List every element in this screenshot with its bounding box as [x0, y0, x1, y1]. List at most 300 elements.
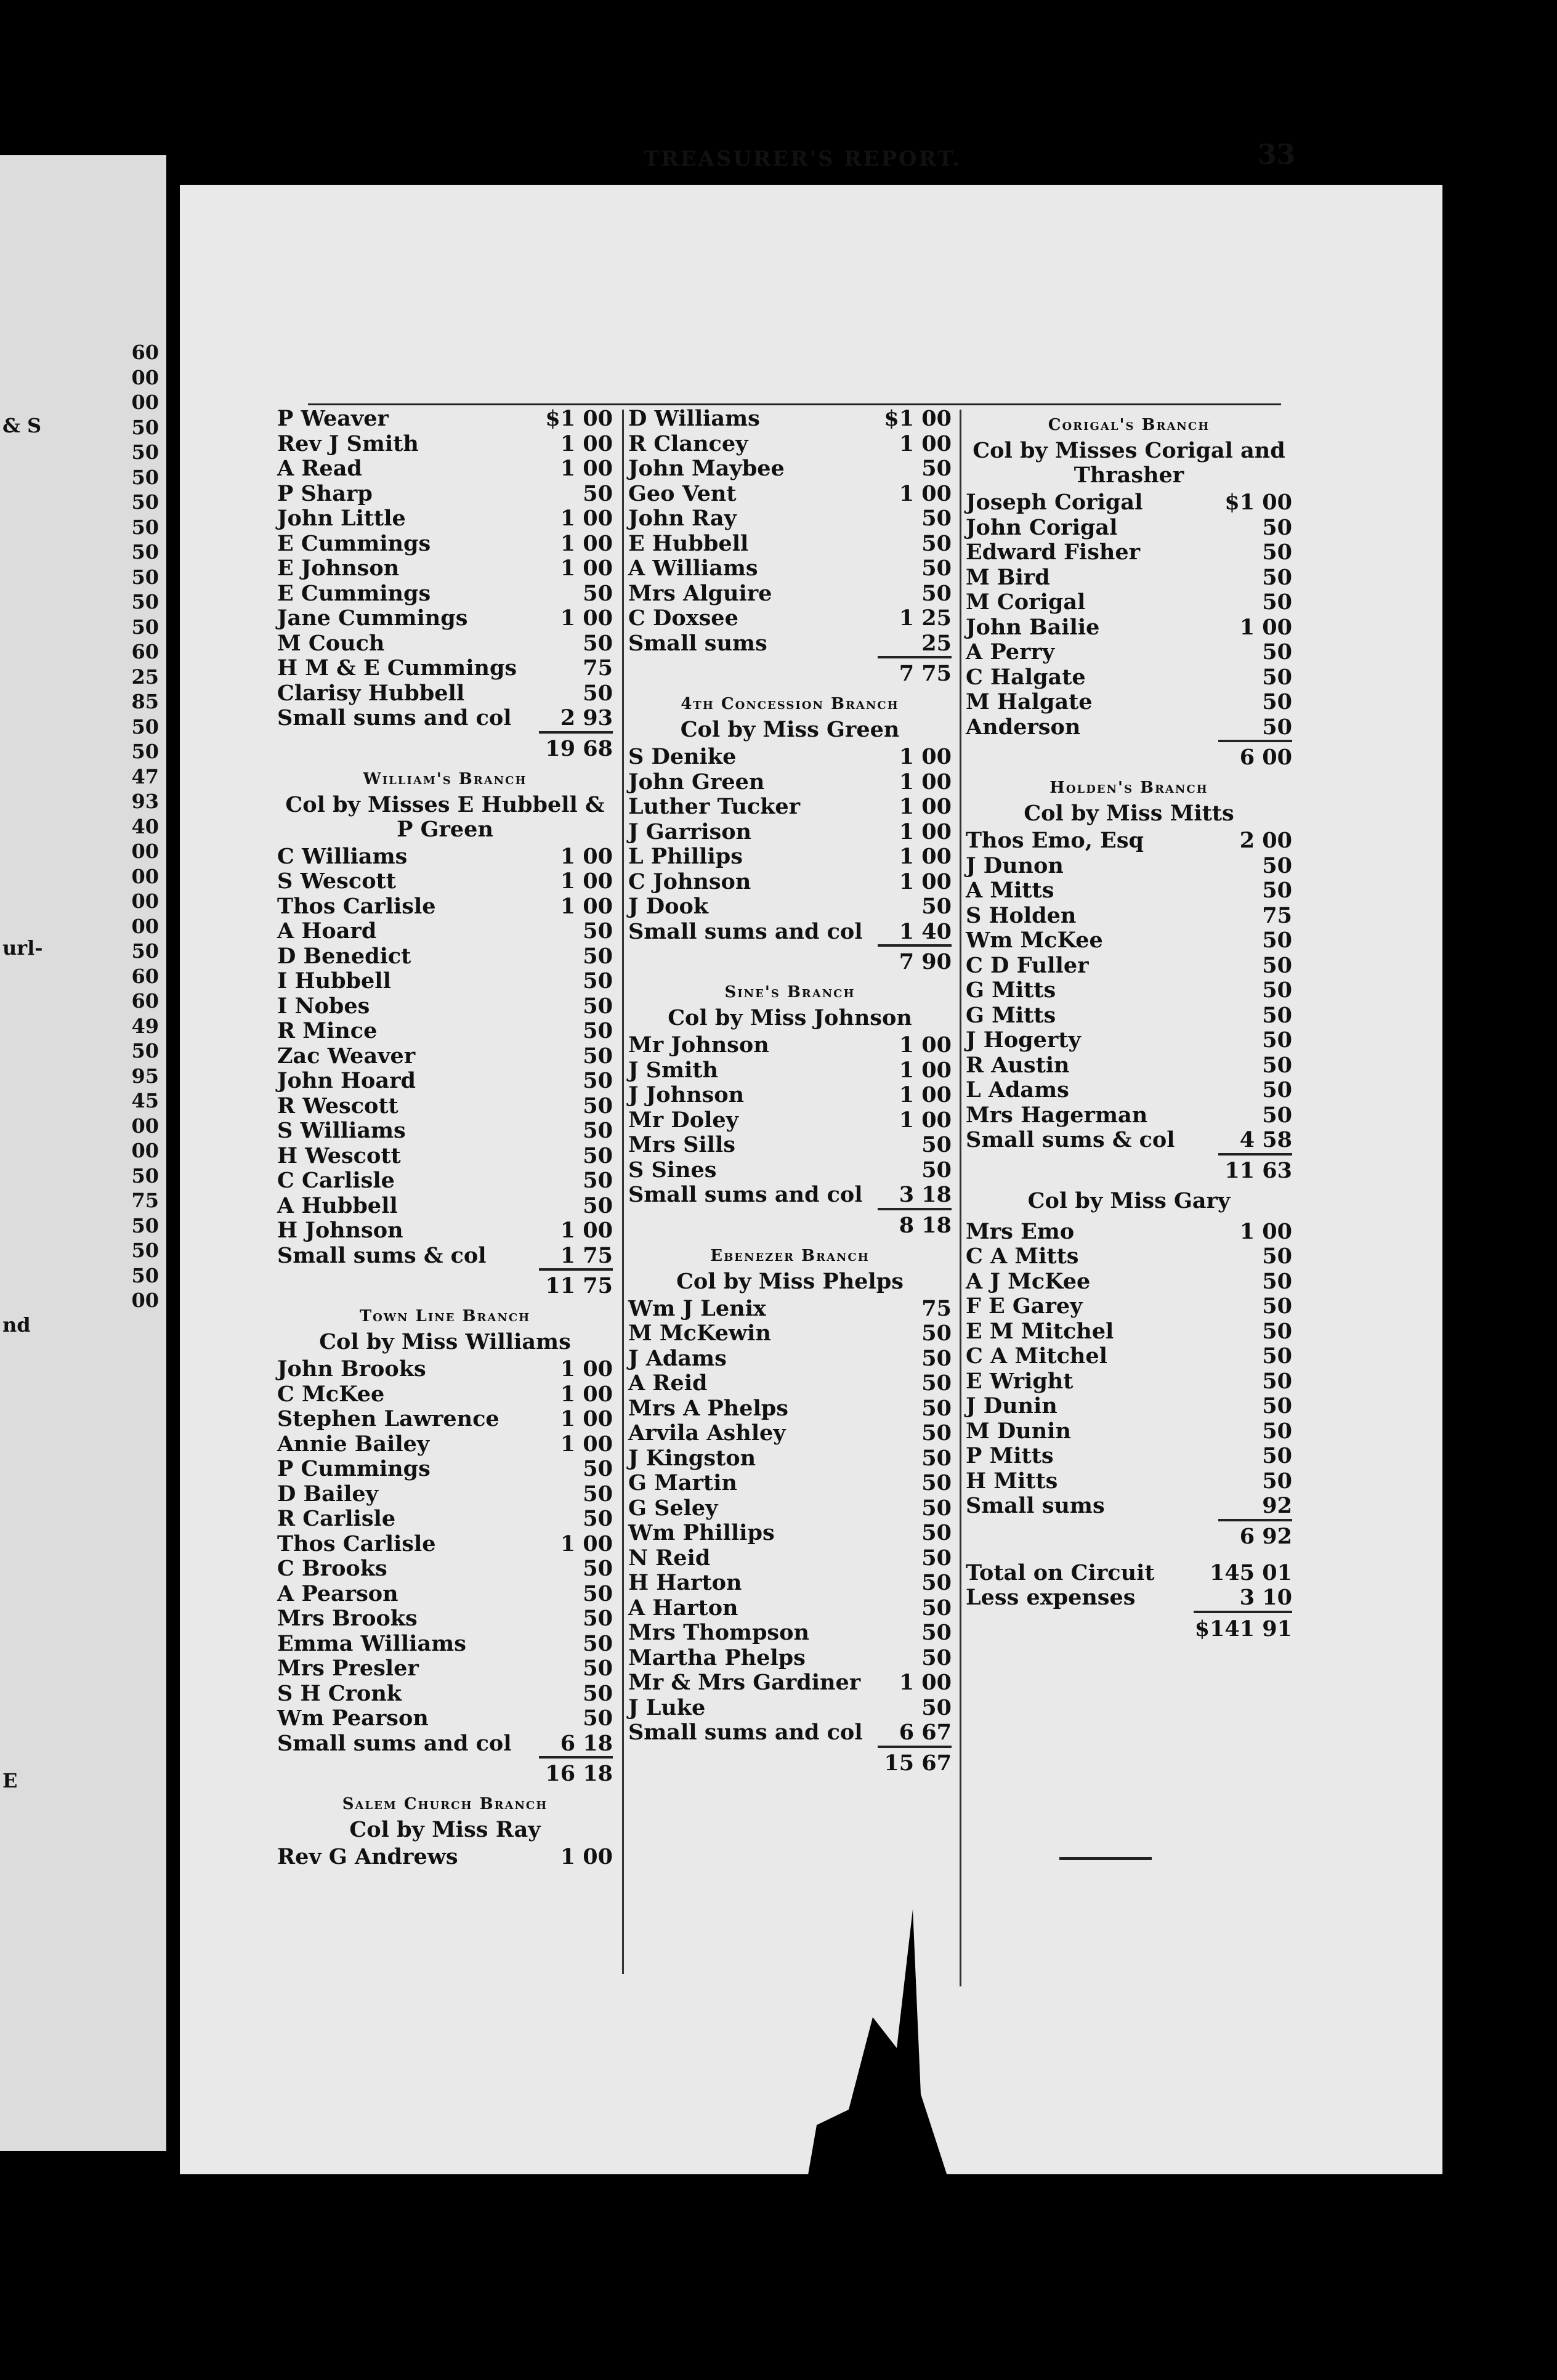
contribution-amount: 50: [921, 1132, 952, 1157]
ledger-row: [966, 1294, 1292, 1319]
contribution-amount: 50: [1262, 1268, 1292, 1294]
left-amount: 00: [131, 1139, 159, 1162]
ledger-row: [277, 1094, 613, 1119]
contribution-amount: 50: [921, 530, 952, 556]
ledger-row: [628, 1083, 952, 1108]
contributor-name: C A Mitts: [966, 1244, 1079, 1269]
contribution-amount: 1 00: [899, 794, 952, 819]
collector-line: Col by Miss Mitts: [1024, 801, 1234, 826]
ledger-row: [966, 565, 1292, 591]
ledger-row: [628, 1108, 952, 1133]
ledger-row: [277, 1382, 613, 1407]
contribution-amount: 1 00: [560, 1431, 613, 1457]
contribution-amount: 1 00: [560, 1356, 613, 1382]
ledger-row: [966, 854, 1292, 879]
contributor-name: Small sums and col: [277, 705, 512, 731]
contribution-amount: 50: [921, 1470, 952, 1496]
ledger-row: [966, 1561, 1292, 1586]
ledger-row: [628, 606, 952, 631]
left-fragment-text: E: [2, 1769, 18, 1792]
contributor-name: F E Garey: [966, 1293, 1083, 1319]
ledger-row: [628, 556, 952, 581]
ledger-row: [966, 1028, 1292, 1053]
contributor-name: G Seley: [628, 1495, 718, 1521]
contributor-name: G Martin: [628, 1470, 737, 1496]
ledger-row: [277, 1632, 613, 1657]
contributor-name: Annie Bailey: [277, 1431, 430, 1457]
subtotal: 11 75: [539, 1268, 613, 1298]
contribution-amount: 50: [1262, 564, 1292, 590]
contribution-amount: 50: [583, 918, 613, 944]
collector-line: Col by Misses Corigal and Thrasher: [973, 438, 1285, 488]
contributor-name: Thos Carlisle: [277, 893, 436, 919]
contributor-name: Small sums and col: [628, 1182, 863, 1207]
ledger-row: [628, 1571, 952, 1596]
left-amount: 50: [131, 740, 159, 763]
contribution-amount: 50: [921, 580, 952, 606]
ledger-row: [628, 1696, 952, 1721]
contributor-name: Mrs Presler: [277, 1656, 419, 1681]
contributor-name: D Bailey: [277, 1481, 378, 1507]
contributor-name: A Williams: [628, 556, 758, 581]
ledger-row: [628, 1297, 952, 1322]
ledger-row: [966, 1053, 1292, 1079]
contributor-name: L Adams: [966, 1077, 1069, 1103]
contributor-name: Martha Phelps: [628, 1645, 806, 1670]
ledger-row: [277, 1432, 613, 1457]
contributor-name: John Brooks: [277, 1356, 426, 1382]
left-amount: 85: [131, 690, 159, 713]
contribution-amount: 1 00: [899, 1082, 952, 1107]
contributor-name: S Williams: [277, 1118, 406, 1143]
ledger-row: [966, 540, 1292, 565]
ledger-row: [966, 1494, 1292, 1519]
contribution-amount: 50: [1262, 1052, 1292, 1078]
contributor-name: John Green: [628, 769, 765, 795]
contributor-name: C Halgate: [966, 664, 1086, 690]
contributor-name: P Weaver: [277, 406, 389, 431]
left-amount: 50: [131, 565, 159, 589]
ledger-row: [628, 1621, 952, 1646]
left-amount: 00: [131, 914, 159, 938]
ledger-row: [277, 1507, 613, 1532]
contribution-amount: 1 00: [560, 868, 613, 894]
ledger-row: [628, 1158, 952, 1183]
contributor-name: Mr Doley: [628, 1107, 738, 1133]
contributor-name: Joseph Corigal: [966, 490, 1143, 515]
contributor-name: Luther Tucker: [628, 794, 801, 819]
contribution-amount: 50: [1262, 977, 1292, 1003]
contributor-name: John Corigal: [966, 514, 1118, 540]
contribution-amount: 50: [1262, 589, 1292, 615]
page-header: TREASURER'S REPORT.: [644, 147, 962, 171]
ledger-row: [277, 506, 613, 532]
contributor-name: E Cummings: [277, 530, 431, 556]
contributor-name: J Adams: [628, 1345, 727, 1371]
contributor-name: Small sums: [628, 630, 767, 656]
contributor-name: H M & E Cummings: [277, 655, 517, 681]
left-amount: 50: [131, 590, 159, 613]
contribution-amount: 50: [583, 1118, 613, 1143]
contribution-amount: 50: [583, 1656, 613, 1681]
contributor-name: R Clancey: [628, 431, 748, 456]
contribution-amount: 50: [921, 1370, 952, 1396]
contributor-name: A Pearson: [277, 1581, 398, 1606]
ledger-row: [628, 1133, 952, 1158]
column-divider: [622, 410, 624, 1974]
contribution-amount: 50: [583, 1068, 613, 1093]
contribution-amount: 1 00: [899, 744, 952, 769]
contributor-name: E Cummings: [277, 580, 431, 606]
left-amount: 50: [131, 714, 159, 739]
ledger-row: [628, 1033, 952, 1058]
left-amount: 00: [131, 1289, 159, 1312]
ledger-row: [277, 456, 613, 482]
ledger-row: [277, 1706, 613, 1731]
ledger-row: [628, 482, 952, 507]
ledger-row: [277, 1845, 613, 1870]
ledger-row: [628, 1058, 952, 1083]
contribution-amount: 50: [921, 1694, 952, 1720]
ledger-row: [966, 1319, 1292, 1345]
ledger-row: [277, 1582, 613, 1607]
collector-line: Col by Misses E Hubbell & P Green: [285, 791, 605, 842]
contributor-name: Small sums & col: [277, 1242, 487, 1268]
contribution-amount: 1 00: [560, 1406, 613, 1431]
contributor-name: M McKewin: [628, 1321, 771, 1346]
left-amount: 00: [131, 1114, 159, 1138]
contribution-amount: 50: [583, 968, 613, 994]
contributor-name: Mrs Alguire: [628, 580, 772, 606]
ledger-row: [966, 1444, 1292, 1469]
ledger-row: [628, 1371, 952, 1396]
contributor-name: J Kingston: [628, 1445, 756, 1471]
contribution-amount: 50: [921, 506, 952, 531]
left-amount: 50: [131, 490, 159, 514]
contributor-name: Wm McKee: [966, 928, 1103, 953]
collector-line: Col by Miss Williams: [319, 1329, 571, 1354]
contribution-amount: 1 00: [560, 1381, 613, 1407]
ledger-row: [277, 1457, 613, 1482]
contributor-name: H Wescott: [277, 1143, 401, 1168]
contributor-name: Small sums & col: [966, 1127, 1175, 1152]
contribution-amount: $1 00: [884, 406, 952, 431]
contributor-name: John Ray: [628, 506, 737, 531]
contributor-name: J Dook: [628, 894, 709, 919]
contributor-name: H Johnson: [277, 1218, 403, 1243]
contribution-amount: 145 01: [1210, 1560, 1292, 1585]
contribution-amount: 50: [583, 1168, 613, 1193]
contributor-name: J Dunon: [966, 852, 1064, 878]
contribution-amount: 2 93: [560, 705, 613, 731]
contributor-name: A Hoard: [277, 918, 377, 944]
contribution-amount: 50: [1262, 928, 1292, 953]
branch-heading: Salem Church Branch: [342, 1795, 548, 1813]
contributor-name: A Read: [277, 456, 362, 481]
ledger-row: [277, 556, 613, 581]
subtotal: 6 92: [1218, 1519, 1292, 1548]
contribution-amount: $1 00: [545, 406, 613, 431]
ledger-row: [628, 631, 952, 657]
left-amount: 50: [131, 615, 159, 639]
contributor-name: A Mitts: [966, 878, 1054, 903]
ledger-row: [628, 770, 952, 795]
ledger-row: [628, 1720, 952, 1746]
contribution-amount: 50: [583, 943, 613, 969]
ledger-row: [277, 532, 613, 557]
contribution-amount: 50: [583, 1481, 613, 1507]
left-amount: 00: [131, 365, 159, 389]
contributor-name: G Mitts: [966, 977, 1056, 1003]
contribution-amount: 75: [921, 1295, 952, 1321]
contributor-name: R Wescott: [277, 1093, 398, 1119]
contributor-name: H Mitts: [966, 1468, 1058, 1494]
ledger-row: [966, 1394, 1292, 1419]
contribution-amount: 1 00: [899, 1032, 952, 1058]
ledger-row: [277, 969, 613, 994]
ledger-row: [966, 1269, 1292, 1295]
contribution-amount: 50: [921, 1645, 952, 1670]
contribution-amount: 50: [1262, 664, 1292, 690]
contribution-amount: 1 00: [560, 530, 613, 556]
ledger-row: [277, 1218, 613, 1244]
contribution-amount: 50: [1262, 1418, 1292, 1444]
contributor-name: Thos Carlisle: [277, 1531, 436, 1556]
contribution-amount: 50: [583, 1506, 613, 1531]
ledger-row: [277, 1407, 613, 1432]
contribution-amount: 1 00: [899, 1057, 952, 1083]
left-amount: 00: [131, 840, 159, 863]
contributor-name: John Bailie: [966, 614, 1100, 640]
ledger-row: [277, 1144, 613, 1169]
ledger-row: [628, 894, 952, 920]
contributor-name: Stephen Lawrence: [277, 1406, 499, 1431]
contribution-amount: 50: [1262, 1293, 1292, 1319]
contributor-name: John Hoard: [277, 1068, 416, 1093]
contribution-amount: 50: [583, 1706, 613, 1731]
contribution-amount: 1 00: [899, 844, 952, 869]
ledger-row: [277, 1119, 613, 1144]
collector-line: Col by Miss Gary: [1027, 1188, 1231, 1213]
contribution-amount: 1 00: [899, 819, 952, 844]
contributor-name: C Williams: [277, 843, 408, 869]
contributor-name: John Maybee: [628, 456, 785, 481]
contribution-amount: 50: [921, 1595, 952, 1621]
contribution-amount: 6 18: [560, 1730, 613, 1756]
contributor-name: Mr & Mrs Gardiner: [628, 1670, 861, 1695]
ledger-row: [628, 1446, 952, 1471]
ledger-row: [277, 631, 613, 657]
branch-heading: Corigal's Branch: [1048, 416, 1210, 434]
ledger-row: [277, 1244, 613, 1269]
contribution-amount: 50: [583, 1043, 613, 1069]
contributor-name: Wm J Lenix: [628, 1295, 766, 1321]
left-amount: 50: [131, 1213, 159, 1237]
ledger-row: [277, 1194, 613, 1219]
left-amount: 00: [131, 391, 159, 414]
collector-line: Col by Miss Johnson: [668, 1005, 912, 1030]
contributor-name: A Harton: [628, 1595, 738, 1621]
ledger-row: [966, 1078, 1292, 1103]
contribution-amount: 50: [583, 1456, 613, 1481]
contribution-amount: 50: [921, 1445, 952, 1471]
contribution-amount: 1 25: [899, 605, 952, 631]
contributor-name: S Wescott: [277, 868, 396, 894]
contribution-amount: 1 00: [899, 868, 952, 894]
ledger-row: [628, 1521, 952, 1546]
contributor-name: Mrs Hagerman: [966, 1102, 1148, 1128]
contribution-amount: 25: [921, 630, 952, 656]
contribution-amount: 50: [1262, 1077, 1292, 1103]
contributor-name: Less expenses: [966, 1585, 1136, 1610]
ledger-row: [628, 1321, 952, 1346]
left-fragment-text: url-: [2, 936, 43, 960]
left-amount: 60: [131, 640, 159, 663]
contributor-name: A Perry: [966, 639, 1055, 665]
contribution-amount: 50: [921, 1420, 952, 1446]
contributor-name: L Phillips: [628, 844, 743, 869]
contribution-amount: 50: [921, 1520, 952, 1545]
contributor-name: J Garrison: [628, 819, 751, 844]
ledger-row: [966, 953, 1292, 979]
ledger-row: [277, 919, 613, 944]
contributor-name: Wm Phillips: [628, 1520, 775, 1545]
ledger-row: [628, 1421, 952, 1446]
ledger-row: [966, 715, 1292, 740]
subtotal: 11 63: [1218, 1153, 1292, 1183]
contribution-amount: 50: [583, 1630, 613, 1656]
contributor-name: Clarisy Hubbell: [277, 680, 465, 706]
contribution-amount: 50: [583, 1093, 613, 1119]
contribution-amount: 50: [583, 480, 613, 506]
contributor-name: Emma Williams: [277, 1630, 466, 1656]
ledger-row: [966, 590, 1292, 615]
contributor-name: Edward Fisher: [966, 540, 1141, 565]
page-number: 33: [1258, 139, 1296, 171]
left-amount: 50: [131, 465, 159, 489]
contribution-amount: 50: [921, 1545, 952, 1571]
branch-heading: Town Line Branch: [359, 1307, 531, 1326]
contributor-name: C A Mitchel: [966, 1343, 1107, 1369]
ledger-row: [277, 482, 613, 507]
contributor-name: Small sums and col: [277, 1730, 512, 1756]
contributor-name: A Hubbell: [277, 1192, 398, 1218]
contributor-name: A J McKee: [966, 1268, 1091, 1294]
contributor-name: Mr Johnson: [628, 1032, 769, 1058]
contributor-name: Mrs A Phelps: [628, 1395, 788, 1421]
column-2: [628, 407, 952, 1775]
contributor-name: E M Mitchel: [966, 1318, 1114, 1344]
contributor-name: S H Cronk: [277, 1680, 402, 1706]
ledger-row: [628, 920, 952, 945]
ledger-row: [966, 1419, 1292, 1444]
contribution-amount: 50: [921, 1321, 952, 1346]
ledger-row: [277, 994, 613, 1019]
contributor-name: Small sums and col: [628, 918, 863, 944]
branch-heading: Ebenezer Branch: [710, 1246, 870, 1265]
contributor-name: R Carlisle: [277, 1506, 396, 1531]
ledger-row: [966, 665, 1292, 690]
contributor-name: P Sharp: [277, 480, 373, 506]
column-3: [966, 407, 1292, 1643]
contribution-amount: 1 00: [560, 1531, 613, 1556]
ledger-row: [628, 1183, 952, 1208]
left-page-amounts: [116, 340, 159, 1313]
contribution-amount: 50: [1262, 1468, 1292, 1494]
contribution-amount: 50: [1262, 952, 1292, 978]
grand-total: $141 91: [1194, 1616, 1292, 1641]
left-amount: 47: [131, 764, 159, 788]
contributor-name: C Carlisle: [277, 1168, 395, 1193]
ledger-row: [628, 1346, 952, 1372]
contribution-amount: 50: [1262, 852, 1292, 878]
ledger-row: [277, 1556, 613, 1582]
ledger-row: [628, 581, 952, 607]
contributor-name: S Holden: [966, 902, 1077, 928]
left-amount: 93: [131, 790, 159, 813]
contribution-amount: 50: [583, 993, 613, 1019]
contributor-name: P Mitts: [966, 1443, 1054, 1468]
left-amount: 00: [131, 889, 159, 913]
contributor-name: J Hogerty: [966, 1027, 1081, 1053]
contribution-amount: 1 00: [560, 1218, 613, 1243]
contribution-amount: 1 00: [899, 480, 952, 506]
contribution-amount: 50: [583, 630, 613, 656]
contributor-name: M Corigal: [966, 589, 1086, 615]
contributor-name: C McKee: [277, 1381, 385, 1407]
ledger-row: [628, 407, 952, 432]
contribution-amount: 3 10: [1239, 1585, 1292, 1610]
contributor-name: Mrs Thompson: [628, 1620, 809, 1645]
contributor-name: E Hubbell: [628, 530, 749, 556]
contribution-amount: 50: [1262, 1343, 1292, 1369]
left-fragment-text: nd: [2, 1313, 31, 1337]
contribution-amount: 50: [583, 1680, 613, 1706]
contribution-amount: 50: [921, 1345, 952, 1371]
ledger-row: [628, 1471, 952, 1496]
ledger-row: [277, 432, 613, 457]
ledger-row: [966, 490, 1292, 516]
contributor-name: Mrs Sills: [628, 1132, 735, 1157]
ledger-row: [966, 878, 1292, 904]
contribution-amount: 50: [1262, 689, 1292, 714]
contribution-amount: 1 00: [560, 431, 613, 456]
ledger-row: [628, 870, 952, 895]
left-amount: 50: [131, 540, 159, 564]
left-amount: 49: [131, 1014, 159, 1038]
ledger-row: [277, 1357, 613, 1382]
ledger-row: [966, 640, 1292, 665]
contribution-amount: 50: [1262, 878, 1292, 903]
left-amount: 75: [131, 1189, 159, 1212]
left-amount: 50: [131, 1039, 159, 1062]
contributor-name: D Benedict: [277, 943, 411, 969]
subtotal: 6 00: [1218, 740, 1292, 769]
ledger-row: [966, 1585, 1292, 1611]
ledger-row: [966, 690, 1292, 715]
left-amount: 60: [131, 341, 159, 364]
contribution-amount: 1 00: [899, 1670, 952, 1695]
contributor-name: Anderson: [966, 714, 1081, 740]
left-amount: 00: [131, 864, 159, 888]
contributor-name: E Johnson: [277, 556, 400, 581]
contributor-name: C Johnson: [628, 868, 751, 894]
contribution-amount: 1 00: [899, 769, 952, 795]
ledger-row: [628, 432, 952, 457]
contributor-name: I Nobes: [277, 993, 370, 1019]
contribution-amount: 50: [1262, 540, 1292, 565]
contribution-amount: 50: [1262, 514, 1292, 540]
